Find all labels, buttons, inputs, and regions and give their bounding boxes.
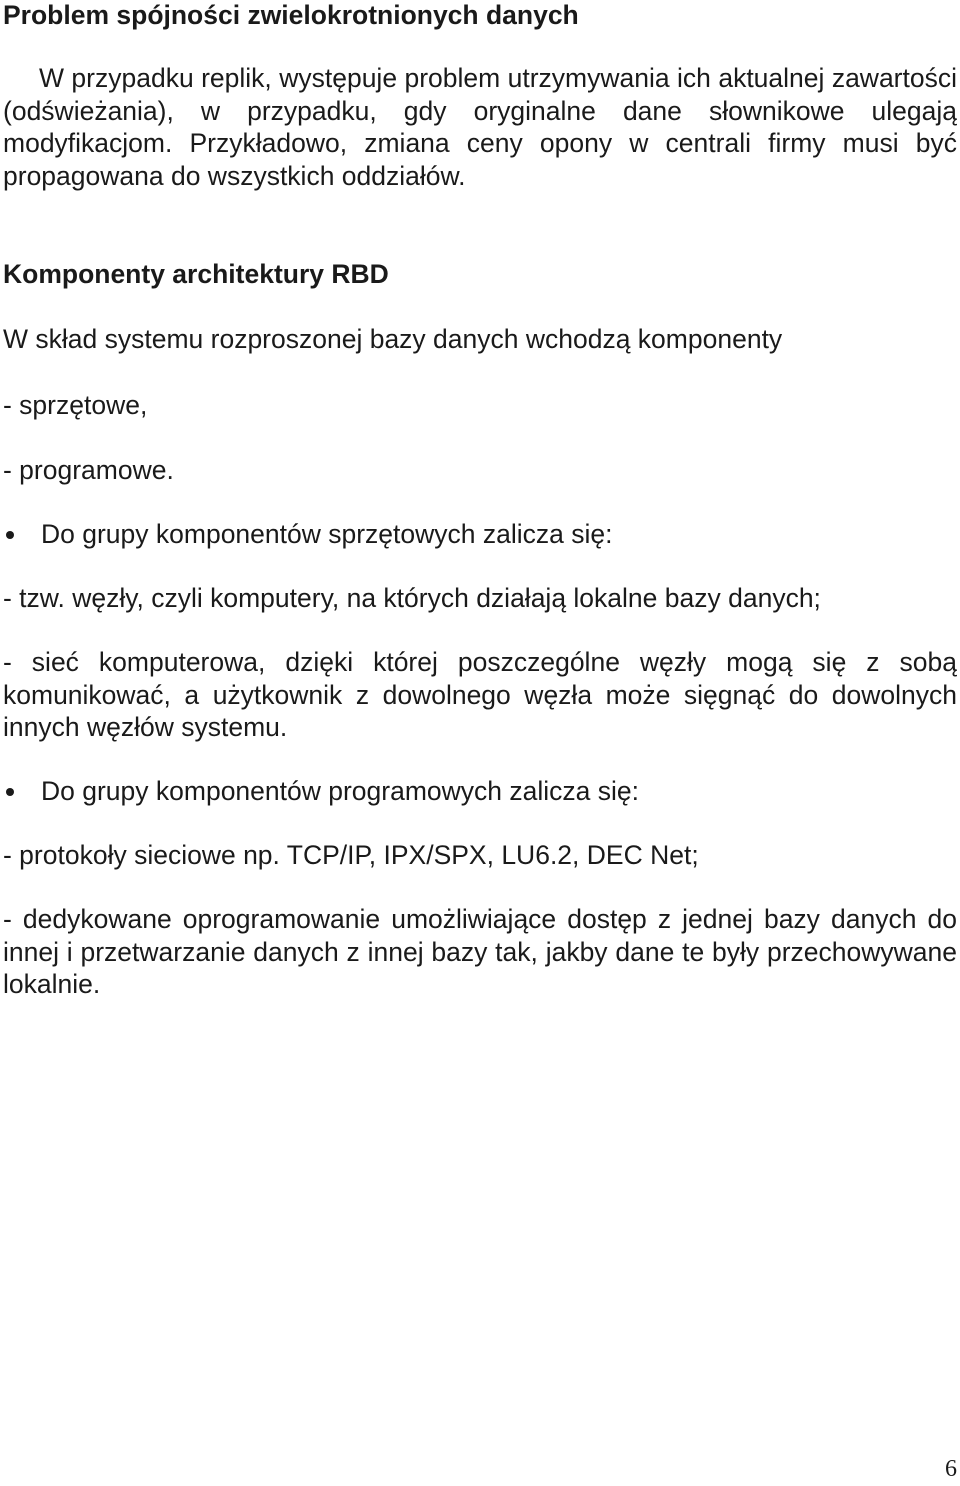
heading-rbd-components: Komponenty architektury RBD — [3, 259, 389, 289]
page-number: 6 — [945, 1456, 957, 1482]
bullet-software-text: Do grupy komponentów programowych zalicza się: — [41, 776, 639, 806]
list-item-software: - programowe. — [3, 455, 174, 485]
heading-replica-consistency: Problem spójności zwielokrotnionych danych — [3, 0, 579, 30]
bullet-icon — [6, 788, 14, 796]
hardware-item-nodes: - tzw. węzły, czyli komputery, na których działają lokalne bazy danych; — [3, 583, 821, 613]
software-item-dedicated: - dedykowane oprogramowanie umożliwiające dostęp z jednej bazy danych do innej i przetwarzanie danych z innej bazy tak, jakby dane te były przechowywane lokalnie. — [3, 904, 957, 999]
hardware-item-network: - sieć komputerowa, dzięki której poszczególne węzły mogą się z sobą komunikować, a użytkownik z dowolnego węzła może sięgnąć do dowolnych innych węzłów systemu. — [3, 647, 957, 742]
list-item-hardware: - sprzętowe, — [3, 390, 148, 420]
bullet-icon — [6, 531, 14, 539]
bullet-hardware-text: Do grupy komponentów sprzętowych zalicza się: — [41, 519, 613, 549]
paragraph-components-intro: W skład systemu rozproszonej bazy danych wchodzą komponenty — [3, 324, 783, 354]
paragraph-replicas: W przypadku replik, występuje problem utrzymywania ich aktualnej zawartości (odświeżania), w przypadku, gdy oryginalne dane słownikowe ulegają modyfikacjom. Przykładowo, zmiana ceny opony w centrali firmy musi być propagowana do wszystkich oddziałów. — [3, 63, 957, 191]
software-item-protocols: - protokoły sieciowe np. TCP/IP, IPX/SPX, LU6.2, DEC Net; — [3, 840, 699, 870]
